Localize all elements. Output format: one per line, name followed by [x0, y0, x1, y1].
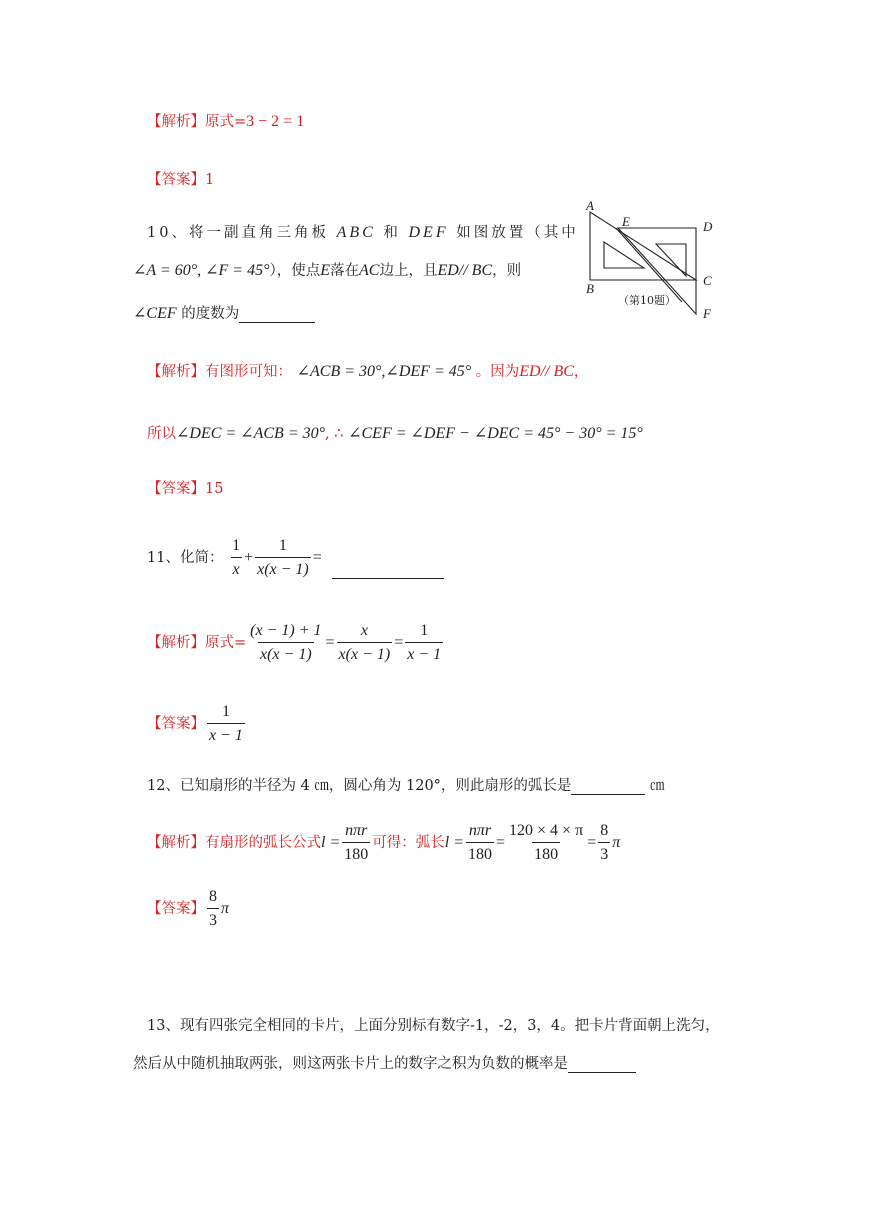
fraction — [207, 703, 245, 745]
question-text: 将一副直角三角板 — [188, 225, 329, 241]
denominator: x − 1 — [207, 723, 245, 745]
q10-analysis-line2 — [147, 422, 643, 443]
q12-question — [147, 774, 665, 795]
math-angles: ∠A = 60°, ∠F = 45° — [133, 262, 270, 279]
q10-question-line3 — [133, 302, 315, 323]
numerator: nπr — [345, 822, 368, 839]
question-text: ），使点 — [269, 263, 321, 279]
math-cef: ∠CEF — [133, 305, 177, 322]
denominator: 180 — [466, 842, 494, 864]
fraction — [337, 622, 393, 664]
fraction — [342, 822, 370, 864]
question-number: 12、 — [147, 778, 180, 794]
q9-analysis — [147, 110, 304, 131]
analysis-tag: 【解析】 — [147, 635, 205, 651]
answer-tag: 【答案】 — [147, 172, 205, 188]
question-text: 现有四张完全相同的卡片，上面分别标有数字-1，-2，3，4。把卡片背面朝上洗匀， — [179, 1018, 720, 1034]
denominator: x — [231, 557, 242, 579]
analysis-text: 可得：弧长 — [372, 835, 445, 851]
analysis-text: , ∴ — [325, 426, 349, 442]
q10-answer — [147, 477, 223, 498]
analysis-text: 原式= — [205, 114, 247, 130]
math-parallel: ED// BC — [519, 363, 574, 380]
fraction — [507, 822, 585, 864]
question-text: 边上，且 — [379, 263, 438, 279]
analysis-text: 原式= — [205, 635, 247, 651]
answer-blank[interactable] — [332, 564, 444, 579]
question-number: 13、 — [147, 1018, 180, 1034]
analysis-expression: 3 − 2 = 1 — [246, 113, 305, 130]
answer-tag: 【答案】 — [147, 901, 205, 917]
answer-tag: 【答案】 — [147, 716, 205, 732]
math-parallel: ED// BC — [437, 262, 493, 279]
plus-sign: + — [244, 549, 254, 566]
denominator: x − 1 — [405, 642, 443, 664]
triangle-figure — [582, 198, 722, 318]
equals-sign: = — [312, 549, 322, 566]
numerator: 1 — [221, 703, 230, 720]
analysis-tag: 【解析】 — [147, 114, 205, 130]
analysis-tag: 【解析】 — [147, 364, 205, 380]
label-f: F — [703, 306, 711, 318]
numerator: 8 — [209, 888, 217, 905]
question-text: 落在 — [330, 263, 359, 279]
analysis-text: 所以 — [147, 426, 176, 442]
numerator: 1 — [232, 537, 241, 554]
math-pi: π — [612, 834, 621, 851]
analysis-text: 有图形可知： — [205, 364, 292, 380]
numerator: 120 × 4 × π — [509, 822, 584, 839]
answer-tag: 【答案】 — [147, 481, 205, 497]
fraction — [248, 622, 323, 664]
fraction — [466, 822, 494, 864]
triangle-abc-hole — [604, 242, 644, 268]
q13-question-line2 — [133, 1052, 636, 1073]
label-e: E — [622, 214, 630, 229]
question-text: 化简： — [179, 550, 224, 566]
label-b: B — [586, 281, 594, 296]
math-e: E — [320, 262, 330, 279]
q12-analysis: 【解析】有扇形的弧长公式l = $\frac{\text{nπr}}{180}$ 可得：弧长l = $\frac{\text{nπr}}{180}$ = $\frac{120 \times 4 \times \pi}{180}$ = $\frac{8}{3}$ π — [147, 822, 621, 863]
q12-answer — [147, 888, 229, 930]
question-text: 和 — [383, 225, 401, 241]
fraction — [207, 888, 219, 930]
answer-blank[interactable] — [571, 780, 645, 795]
answer-blank[interactable] — [568, 1058, 636, 1073]
unit: ㎝ — [650, 778, 665, 794]
label-c: C — [703, 273, 712, 288]
fraction — [405, 622, 443, 664]
analysis-text: ， — [573, 364, 589, 380]
denominator: 180 — [342, 842, 370, 864]
math-pi: π — [221, 900, 230, 917]
answer-value: 1 — [205, 172, 215, 188]
denominator: 3 — [598, 842, 610, 864]
q9-answer — [147, 168, 214, 189]
analysis-tag: 【解析】 — [147, 835, 205, 851]
q11-answer — [147, 703, 247, 745]
question-text: 的度数为 — [181, 306, 240, 322]
math-dec: ∠DEC = ∠ACB = 30° — [176, 425, 326, 442]
q11-analysis: 【解析】原式= $\frac{(x - 1) + 1}{x(x - 1)}$ = $\frac{x}{x(x - 1)}$ = $\frac{1}{x - 1}$ — [147, 622, 442, 663]
numerator: 8 — [600, 822, 609, 839]
math-l: l = — [444, 834, 464, 851]
fraction — [255, 537, 311, 579]
figure-caption: （第10题） — [618, 294, 676, 307]
label-a: A — [586, 198, 594, 213]
numerator: 1 — [420, 622, 429, 639]
answer-blank[interactable] — [239, 308, 315, 323]
denominator: 3 — [207, 908, 219, 930]
math-abc: ABC — [336, 224, 376, 241]
question-text: 然后从中随机抽取两张，则这两张卡片上的数字之积为负数的概率是 — [133, 1056, 568, 1072]
question-text: ，则 — [492, 263, 522, 279]
answer-value: 15 — [205, 481, 224, 497]
q11-question — [147, 537, 444, 579]
label-d: D — [703, 219, 713, 234]
numerator: nπr — [468, 822, 492, 839]
math-ac: AC — [359, 262, 380, 279]
q10-analysis-line1 — [147, 360, 588, 381]
fraction — [230, 537, 242, 579]
numerator: 1 — [278, 537, 287, 554]
question-text: 已知扇形的半径为 4 ㎝，圆心角为 120°，则此扇形的弧长是 — [179, 778, 572, 794]
q10-question-line2 — [133, 259, 521, 280]
fraction — [598, 822, 610, 864]
analysis-text: 有扇形的弧长公式 — [205, 835, 321, 851]
denominator: x(x − 1) — [258, 642, 314, 664]
question-number: 11、 — [147, 550, 180, 566]
math-cef-result: ∠CEF = ∠DEF − ∠DEC = 45° − 30° = 15° — [348, 425, 643, 442]
triangle-def-hole — [656, 244, 686, 276]
math-def: DEF — [408, 224, 449, 241]
question-text: 如图放置（其中 — [456, 225, 579, 241]
analysis-text: 。因为 — [475, 364, 520, 380]
denominator: x(x − 1) — [255, 557, 311, 579]
math-l: l = — [321, 834, 341, 851]
denominator: x(x − 1) — [337, 642, 393, 664]
denominator: 180 — [532, 842, 560, 864]
math-angles: ∠ACB = 30°,∠DEF = 45° — [296, 363, 472, 380]
q13-question-line1 — [147, 1014, 720, 1035]
numerator: x — [360, 622, 368, 639]
q10-question-line1 — [147, 221, 579, 242]
question-number: 10、 — [147, 225, 189, 241]
numerator: (x − 1) + 1 — [250, 622, 322, 639]
